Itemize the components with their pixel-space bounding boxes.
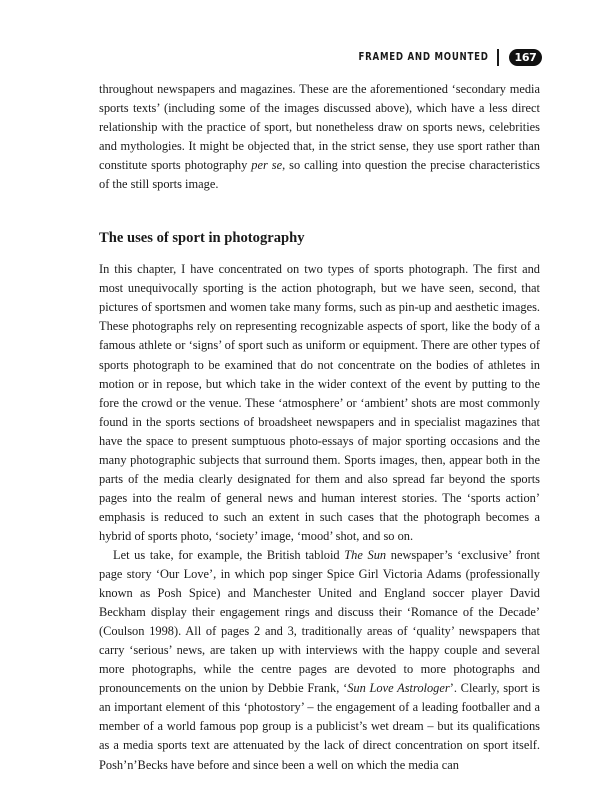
paragraph-3-text-b: newspaper’s ‘exclusive’ front page story ‘Our Love’, in which pop singer Spice Girl Victoria Adams (professionally known as Posh Spice) and Manchester United and England soccer player David Beckham display their engagement rings and discuss their ‘Romance of the Decade’ (Coulson 1998). All of pages 2 and 3, traditionally areas of ‘quality’ newspapers that carry ‘serious’ news, are taken up with interviews with the happy couple and several more photographs, while the centre pages are devoted to more photographs and pronouncements on the union by Debbie Frank, ‘ <box>99 547 540 696</box>
paragraph-1-italic: per se <box>251 158 283 173</box>
paragraph-1-text-b: , so calling into question the precise characteristics of the still sports image. <box>99 158 540 192</box>
running-title: FRAMED AND MOUNTED <box>358 51 489 63</box>
paragraph-2: In this chapter, I have concentrated on two types of sports photograph. The first and most unequivocally sporting is the action photograph, but we have seen, second, that pictures of sportsmen and women take many forms, such as pin-up and aesthetic images. These photographs rely on representing recognizable aspects of sport, like the body of a famous athlete or ‘signs’ of sport such as uniform or equipment. There are other types of sports photograph to be examined that do not concentrate on the bodies of athletes in motion or in repose, but which take in the wider context of the event by putting to the fore the crowd or the venue. These ‘atmosphere’ or ‘ambient’ shots are most commonly found in the sports sections of broadsheet newspapers and in specialist magazines that have the space to present sumptuous photo-essays of major sporting occasions and the many photographic subjects that surround them. Sports images, then, appear both in the parts of the media clearly designated for them and also spread far beyond the sports pages into the realm of general news and human interest stories. The ‘sports action’ emphasis is reduced to such an extent in such cases that the photograph becomes a hybrid of sports photo, ‘society’ image, ‘mood’ shot, and so on. <box>99 262 540 543</box>
paragraph-3 <box>99 546 540 775</box>
header-rule <box>497 49 499 66</box>
body-text <box>99 80 540 775</box>
section-heading: The uses of sport in photography <box>99 230 305 247</box>
paragraph-3-italic-a: The Sun <box>344 547 387 562</box>
paragraph-3-text-c: ’. Clearly, sport is an important element of this ‘photostory’ – the engagement of a leading footballer and a member of a world famous pop group is a publicist’s wet dream – but its qualifications as a media sports text are attenuated by the lack of direct concentration on sport itself. Posh’n’Becks have before and since been a well on which the media can <box>99 681 540 772</box>
paragraph-1 <box>99 80 540 194</box>
paragraph-3-text-a: Let us take, for example, the British tabloid <box>113 547 345 562</box>
paragraph-3-italic-b: Sun Love Astrologer <box>347 681 450 696</box>
paragraph-1-text-a: throughout newspapers and magazines. These are the aforementioned ‘secondary media sports texts’ (including some of the images discussed above), which have a less direct relationship with the practice of sport, but nonetheless draw on sports news, celebrities and mythologies. It might be objected that, in the strict sense, they use sport rather than constitute sports photography <box>99 82 540 173</box>
page-number-badge: 167 <box>509 49 542 66</box>
running-head <box>330 47 542 67</box>
